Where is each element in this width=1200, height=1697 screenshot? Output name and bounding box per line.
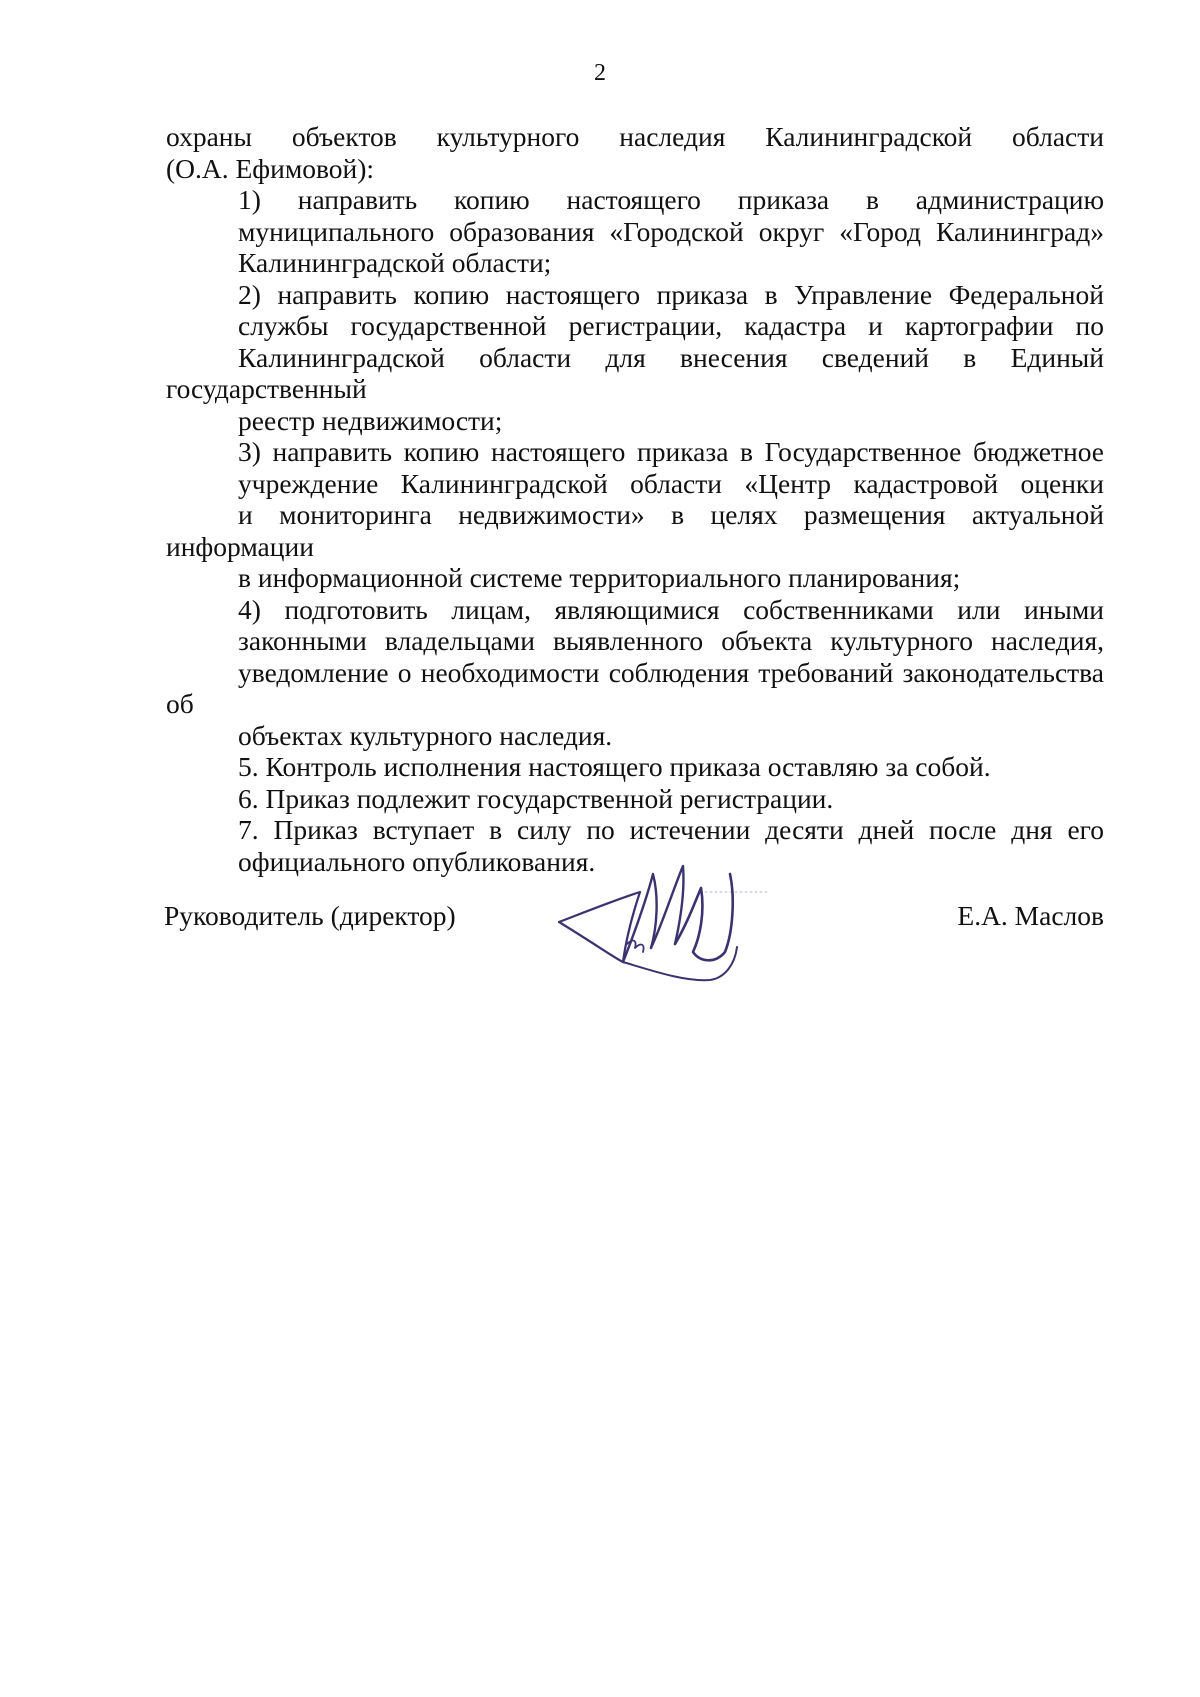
paragraph-item-1 — [166, 184, 1104, 279]
paragraph-intro — [166, 121, 1104, 184]
text-line: в информационной системе территориального планирования; — [238, 562, 961, 593]
paragraph-item-2 — [166, 279, 1104, 437]
text-line: 6. Приказ подлежит государственной регистрации. — [238, 782, 834, 814]
document-body — [166, 121, 1104, 877]
text-line: учреждение Калининградской области «Центр кадастровой оценки — [238, 467, 1104, 499]
text-line: службы государственной регистрации, кадастра и картографии по — [238, 310, 1104, 341]
text-line: законными владельцами выявленного объекта культурного наследия, — [238, 625, 1104, 656]
handwritten-signature — [555, 852, 785, 987]
signature-stroke — [623, 947, 737, 980]
text-line: муниципального образования «Городской округ «Город Калининград» — [238, 215, 1104, 247]
text-line: 2) направить копию настоящего приказа в Управление Федеральной — [238, 278, 1104, 310]
paragraph-item-4 — [166, 594, 1104, 752]
text-line: 1) направить копию настоящего приказа в администрацию — [238, 184, 1104, 215]
text-line: 4) подготовить лицам, являющимися собственниками или иными — [238, 593, 1104, 625]
signatory-name: Е.А. Маслов — [957, 900, 1104, 931]
text-line: (О.А. Ефимовой): — [166, 152, 375, 184]
text-line: официального опубликования. — [238, 845, 596, 877]
text-line: 3) направить копию настоящего приказа в Государственное бюджетное — [238, 436, 1104, 467]
text-line: реестр недвижимости; — [238, 404, 503, 436]
paragraph-clause-6 — [166, 783, 1104, 815]
paragraph-clause-5 — [166, 751, 1104, 783]
text-line: 7. Приказ вступает в силу по истечении десяти дней после дня его — [238, 814, 1104, 845]
page-number: 2 — [594, 60, 606, 86]
signatory-position: Руководитель (директор) — [164, 900, 456, 931]
paragraph-item-3 — [166, 436, 1104, 594]
text-line: Калининградской области для внесения сведений в Единый государственный — [166, 341, 1104, 404]
text-line: объектах культурного наследия. — [238, 719, 613, 751]
text-line: Калининградской области; — [238, 247, 552, 278]
text-line: и мониторинга недвижимости» в целях размещения актуальной информации — [166, 499, 1104, 562]
text-line: 5. Контроль исполнения настоящего приказа оставляю за собой. — [238, 751, 991, 782]
text-line: охраны объектов культурного наследия Калининградской области — [166, 121, 1104, 152]
text-line: уведомление о необходимости соблюдения требований законодательства об — [166, 656, 1104, 719]
